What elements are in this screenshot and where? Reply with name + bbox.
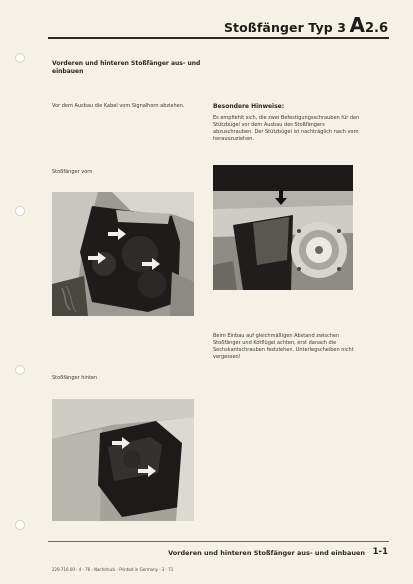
punch-hole bbox=[15, 520, 25, 530]
note-text: Es empfiehlt sich, die zwei Befestigungsschrauben für den Stützbügel vor dem Ausbau des Stoßfängers abzuschrauben. Der Stützbügel ist nachträglich nach vorn herauszuziehen. bbox=[213, 115, 360, 142]
punch-hole bbox=[15, 53, 25, 63]
section-code-main: A bbox=[349, 13, 365, 37]
footer-title: Vorderen und hinteren Stoßfänger aus- und einbauen bbox=[168, 549, 365, 557]
section-title: Vorderen und hinteren Stoßfänger aus- und einbauen bbox=[52, 60, 201, 75]
punch-hole bbox=[15, 365, 25, 375]
photo-support-bracket bbox=[213, 165, 353, 290]
note-title: Besondere Hinweise: bbox=[213, 103, 285, 110]
punch-hole bbox=[15, 206, 25, 216]
section-code-sub: 2.6 bbox=[364, 21, 388, 36]
photo-front-bumper bbox=[52, 192, 194, 316]
header-rule bbox=[48, 37, 389, 39]
intro-text: Vor dem Ausbau die Kabel vom Signalhorn abziehen. bbox=[52, 103, 185, 109]
footer-rule bbox=[48, 541, 389, 542]
page-title: Stoßfänger Typ 3 bbox=[223, 20, 346, 35]
photo-rear-bumper bbox=[52, 399, 194, 521]
caption-front: Stoßfänger vorn bbox=[52, 169, 93, 175]
print-line: 229.716.00 · 4 · 76 · Nachdruck · Printed in Germany · 3 · 71 bbox=[52, 567, 174, 572]
section-code bbox=[349, 13, 388, 37]
page-number: 1-1 bbox=[372, 547, 388, 557]
caption-rear: Stoßfänger hinten bbox=[52, 375, 98, 381]
install-text: Beim Einbau auf gleichmäßigen Abstand zwischen Stoßfänger und Kotflügel achten, erst danach die Sechskantschrauben festziehen. Unterlegscheiben nicht vergessen! bbox=[213, 333, 354, 360]
